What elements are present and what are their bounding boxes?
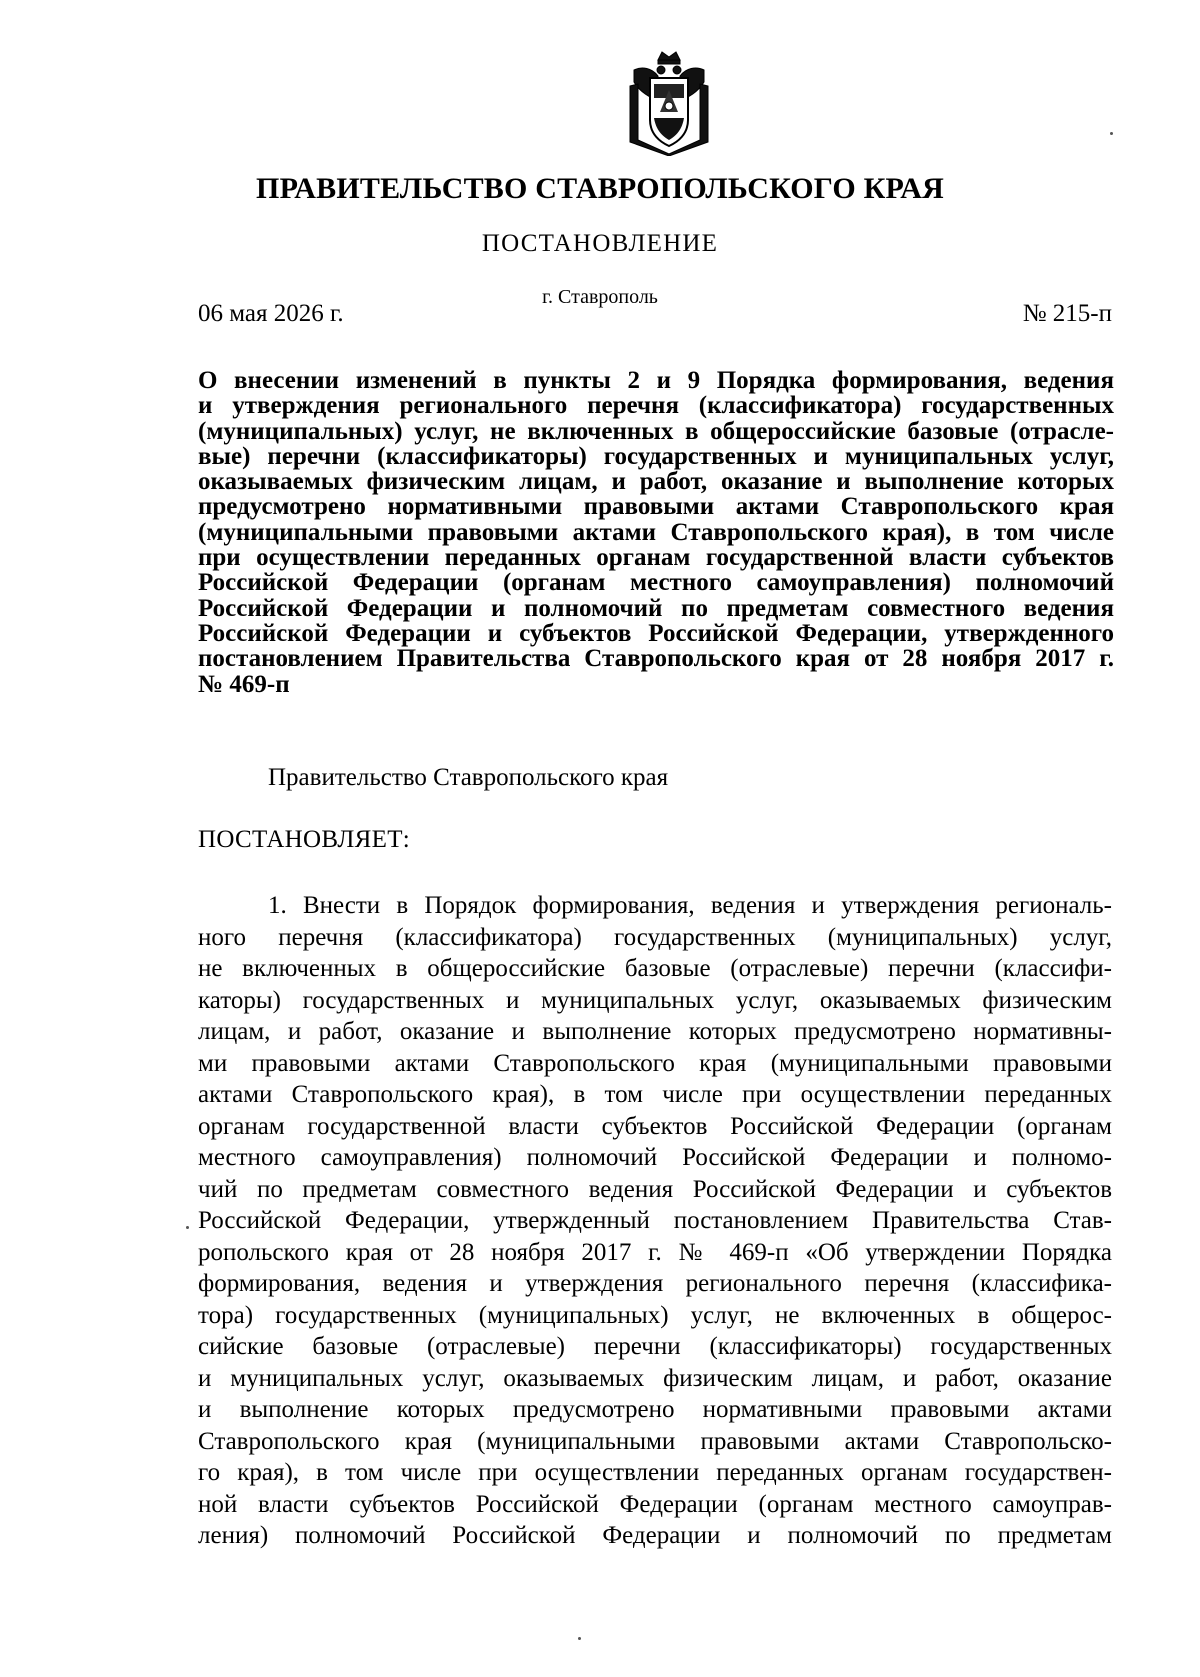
body-line: лицам, и работ, оказание и выполнение которых предусмотрено нормативны-	[198, 1018, 1112, 1045]
subject-line: Российской Федерации и субъектов Российской Федерации, утвержденного	[198, 619, 1114, 647]
document-subject	[198, 368, 1114, 697]
body-paragraph	[198, 890, 1112, 1552]
organization-title: ПРАВИТЕЛЬСТВО СТАВРОПОЛЬСКОГО КРАЯ	[256, 172, 944, 205]
body-line: ной власти субъектов Российской Федерации (органам местного самоуправ-	[198, 1490, 1112, 1518]
decree-word: ПОСТАНОВЛЯЕТ:	[198, 826, 411, 853]
body-line: актами Ставропольского края), в том числе при осуществлении переданных	[198, 1081, 1112, 1108]
subject-line: Российской Федерации (органам местного самоуправления) полномочий	[198, 569, 1114, 597]
document-city: г. Ставрополь	[542, 286, 658, 308]
subject-line: (муниципальными правовыми актами Ставропольского края), в том числе	[198, 518, 1114, 546]
body-line: 1. Внести в Порядок формирования, ведения и утверждения региональ-	[268, 892, 1112, 919]
body-line: ропольского края от 28 ноября 2017 г. № 469-п «Об утверждении Порядка	[198, 1238, 1112, 1266]
body-line: Ставропольского края (муниципальными правовыми актами Ставропольско-	[198, 1427, 1112, 1455]
body-line: тора) государственных (муниципальных) услуг, не включенных в общерос-	[198, 1301, 1112, 1329]
coat-of-arms-icon	[628, 50, 710, 156]
subject-line: предусмотрено нормативными правовыми актами Ставропольского края	[198, 493, 1114, 521]
document-type: ПОСТАНОВЛЕНИЕ	[481, 230, 719, 257]
body-line: чий по предметам совместного ведения Российской Федерации и субъектов	[198, 1175, 1112, 1203]
body-line: не включенных в общероссийские базовые (отраслевые) перечни (классифи-	[198, 955, 1112, 982]
body-line: ления) полномочий Российской Федерации и полномочий по предметам	[198, 1522, 1112, 1549]
subject-line: (муниципальных) услуг, не включенных в общероссийские базовые (отрасле-	[198, 417, 1114, 445]
scan-speck	[578, 1637, 581, 1640]
body-line: и выполнение которых предусмотрено нормативными правовыми актами	[198, 1396, 1112, 1423]
subject-line: О внесении изменений в пункты 2 и 9 Порядка формирования, ведения	[198, 367, 1114, 394]
scan-speck	[186, 1226, 189, 1229]
body-line: го края), в том числе при осуществлении переданных органам государствен-	[198, 1459, 1112, 1486]
subject-line: вые) перечни (классификаторы) государственных и муниципальных услуг,	[198, 442, 1114, 470]
document-number: № 215-п	[1022, 300, 1112, 327]
body-line: каторы) государственных и муниципальных услуг, оказываемых физическим	[198, 986, 1112, 1014]
subject-line: и утверждения регионального перечня (классификатора) государственных	[198, 392, 1114, 420]
body-line: ми правовыми актами Ставропольского края (муниципальными правовыми	[198, 1049, 1112, 1077]
body-line: сийские базовые (отраслевые) перечни (классификаторы) государственных	[198, 1333, 1112, 1360]
body-line: органам государственной власти субъектов Российской Федерации (органам	[198, 1112, 1112, 1140]
subject-line: оказываемых физическим лицам, и работ, оказание и выполнение которых	[198, 468, 1114, 496]
scan-speck	[1110, 132, 1113, 135]
subject-line: при осуществлении переданных органам государственной власти субъектов	[198, 544, 1114, 572]
document-date: 06 мая 2026 г.	[198, 300, 344, 327]
subject-line: Российской Федерации и полномочий по предметам совместного ведения	[198, 594, 1114, 622]
body-line: и муниципальных услуг, оказываемых физическим лицам, и работ, оказание	[198, 1364, 1112, 1392]
subject-line: постановлением Правительства Ставропольского края от 28 ноября 2017 г.	[198, 645, 1114, 673]
subject-line: № 469-п	[198, 670, 290, 698]
body-line: местного самоуправления) полномочий Российской Федерации и полномо-	[198, 1144, 1112, 1171]
body-line: Российской Федерации, утвержденный постановлением Правительства Став-	[198, 1207, 1112, 1234]
body-line: ного перечня (классификатора) государственных (муниципальных) услуг,	[198, 923, 1112, 951]
issuing-authority: Правительство Ставропольского края	[268, 764, 669, 791]
body-line: формирования, ведения и утверждения регионального перечня (классифика-	[198, 1270, 1112, 1297]
